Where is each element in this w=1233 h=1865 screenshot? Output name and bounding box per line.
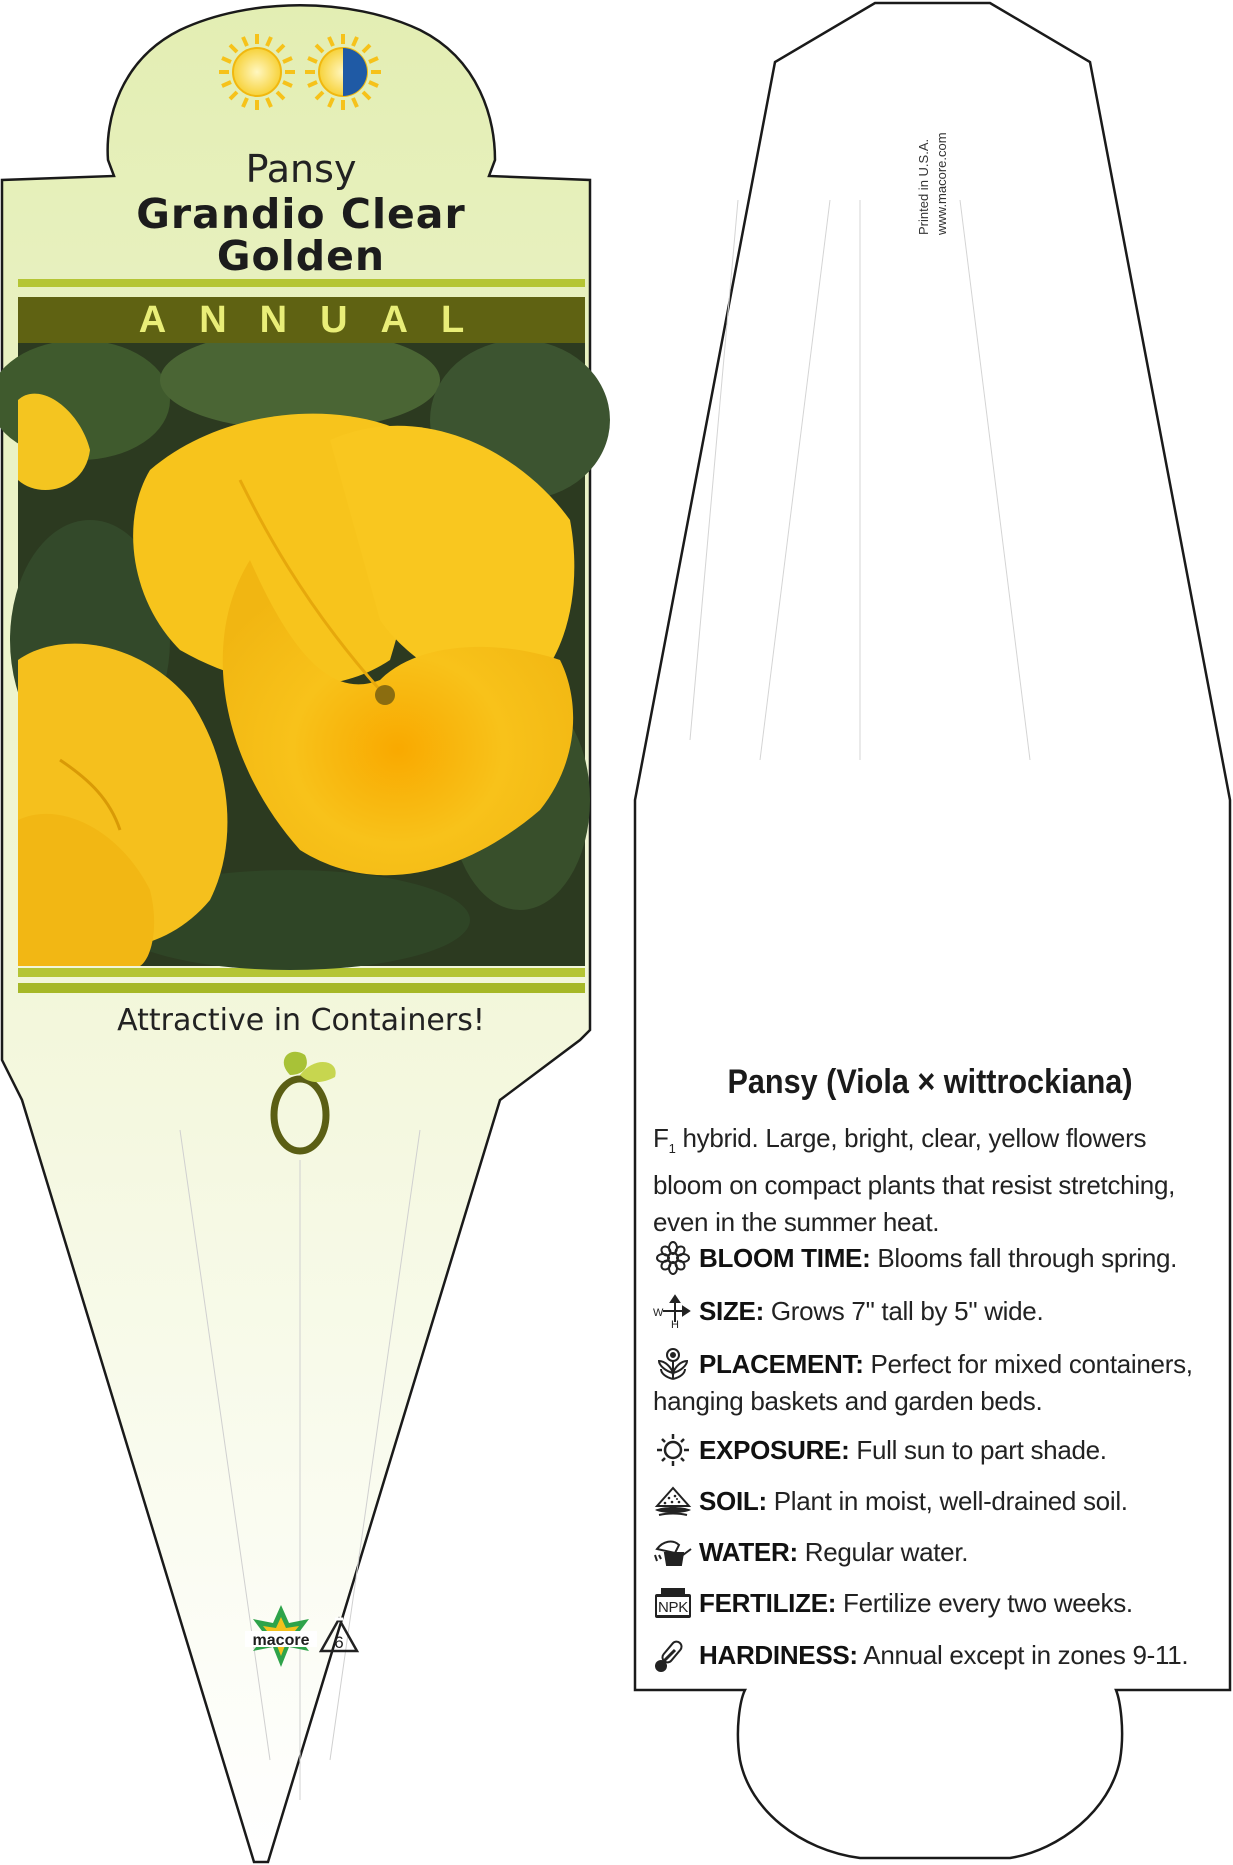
band-top-light <box>18 279 585 287</box>
attribute-exposure <box>653 1432 1213 1469</box>
attribute-label: BLOOM TIME: <box>699 1243 871 1273</box>
attribute-text: Fertilize every two weeks. <box>836 1588 1133 1618</box>
description-subscript: 1 <box>668 1141 676 1157</box>
variety-title-line2: Golden <box>216 232 386 280</box>
attribute-water <box>653 1534 1213 1571</box>
attribute-label: WATER: <box>699 1537 798 1567</box>
flower-photo <box>0 330 610 970</box>
attribute-text: Blooms fall through spring. <box>870 1243 1178 1273</box>
attribute-label: FERTILIZE: <box>699 1588 837 1618</box>
svg-text:W: W <box>653 1307 664 1319</box>
soil-icon <box>653 1484 693 1518</box>
watering-can-icon <box>653 1535 693 1569</box>
print-note-line1: Printed in U.S.A. <box>916 138 931 235</box>
thermometer-icon <box>653 1638 693 1672</box>
band-bottom-dark <box>18 983 585 993</box>
print-note <box>915 95 951 235</box>
attribute-soil <box>653 1483 1213 1520</box>
attribute-text: Plant in moist, well-drained soil. <box>766 1486 1128 1516</box>
print-note-line2: www.macore.com <box>934 132 949 235</box>
attribute-placement <box>653 1346 1213 1420</box>
attribute-text: Full sun to part shade. <box>849 1435 1107 1465</box>
svg-text:H: H <box>671 1319 679 1328</box>
attribute-text: Annual except in zones 9-11. <box>857 1640 1189 1670</box>
variety-title-line1: Grandio Clear <box>136 190 466 238</box>
tagline: Attractive in Containers! <box>117 1003 485 1038</box>
attribute-label: PLACEMENT: <box>699 1349 864 1379</box>
common-name-title: Pansy <box>245 147 357 191</box>
sun-outline-icon <box>653 1433 693 1467</box>
attribute-bloom-time <box>653 1240 1213 1277</box>
attribute-label: EXPOSURE: <box>699 1435 850 1465</box>
svg-text:NPK: NPK <box>658 1599 688 1616</box>
attribute-fertilize <box>653 1585 1213 1622</box>
flower-icon <box>653 1241 693 1275</box>
attribute-text: Grows 7" tall by 5" wide. <box>763 1296 1044 1326</box>
attribute-label: SOIL: <box>699 1486 767 1516</box>
description-text: hybrid. Large, bright, clear, yellow flowers bloom on compact plants that resist stretching, even in the summer heat. <box>653 1123 1176 1238</box>
svg-text:6: 6 <box>334 1633 344 1652</box>
attribute-text: Perfect for mixed containers, hanging baskets and garden beds. <box>653 1349 1193 1416</box>
npk-icon <box>653 1586 693 1620</box>
macore-logo-text: macore <box>252 1632 310 1649</box>
attribute-size <box>653 1293 1213 1330</box>
attribute-hardiness <box>653 1637 1213 1674</box>
attribute-label: HARDINESS: <box>699 1640 858 1670</box>
description-prefix: F <box>653 1123 669 1153</box>
botanical-title: Pansy (Viola × wittrockiana) <box>727 1063 1133 1101</box>
size-arrows-icon <box>653 1294 693 1328</box>
back-tag-outline <box>635 3 1230 1858</box>
description <box>653 1120 1198 1241</box>
attribute-label: SIZE: <box>699 1296 764 1326</box>
attribute-text: Regular water. <box>797 1537 969 1567</box>
category-label: ANNUAL <box>138 299 498 341</box>
plant-icon <box>653 1347 693 1381</box>
